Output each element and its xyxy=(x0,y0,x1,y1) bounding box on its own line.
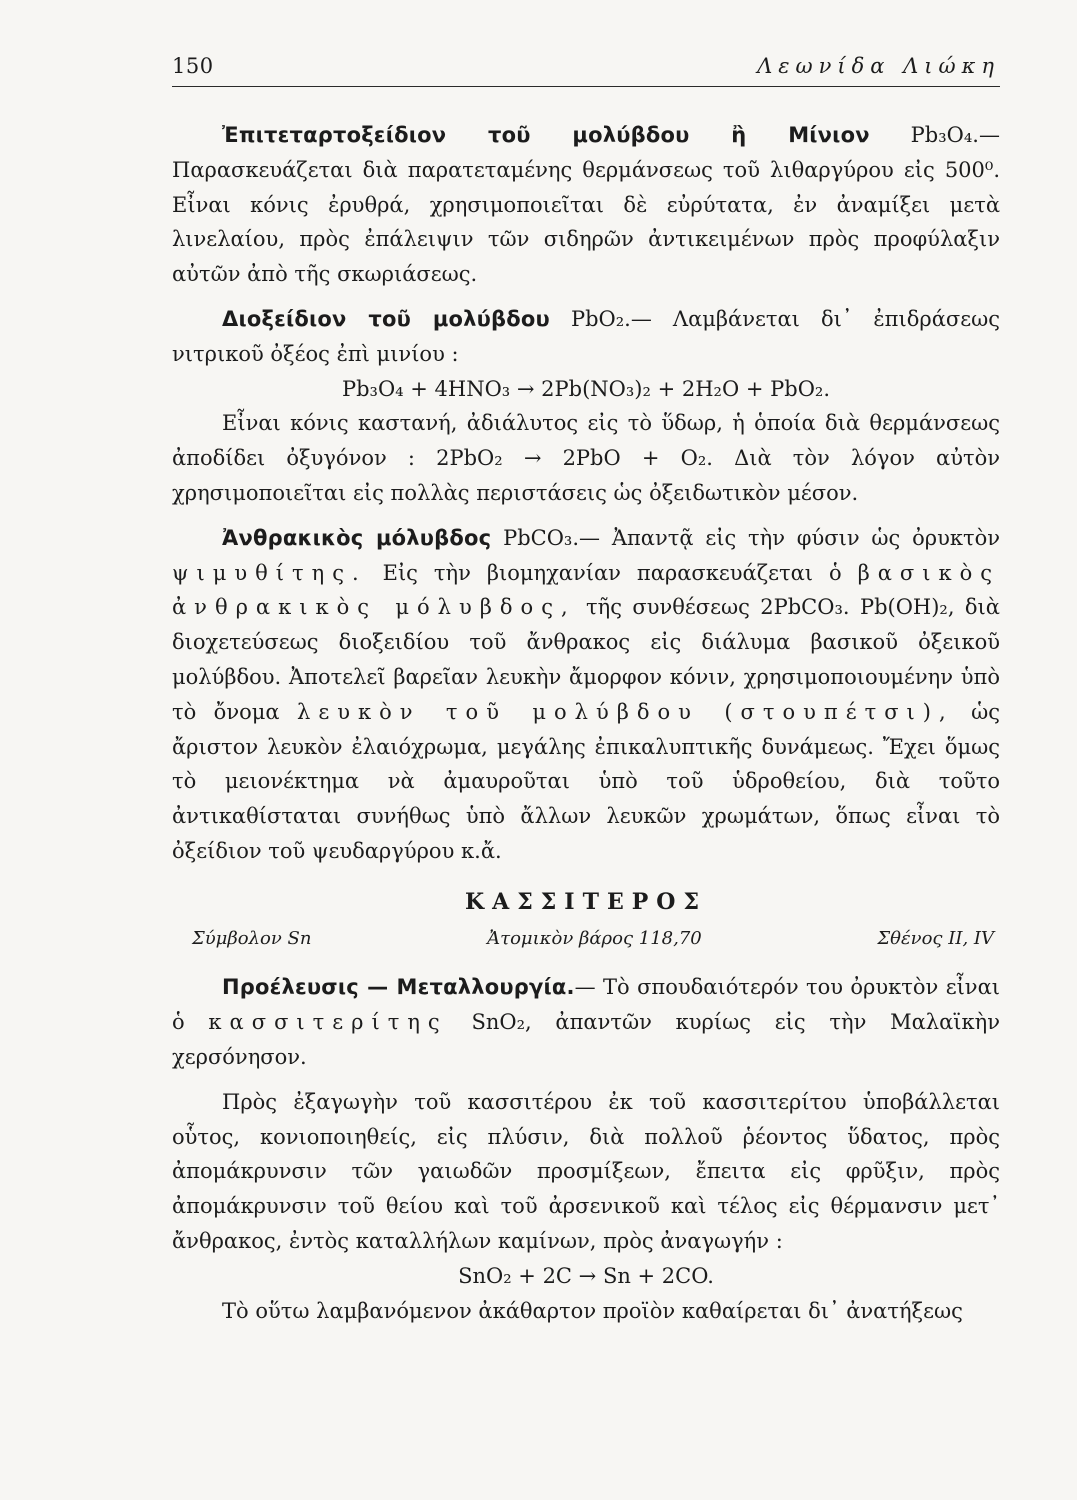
extraction-paragraph: Πρὸς ἐξαγωγὴν τοῦ κασσιτέρου ἐκ τοῦ κασσιτερίτου ὑποβάλλεται οὗτος, κονιοποιηθείς, εἰς πλύσιν, διὰ πολλοῦ ῥέοντος ὕδατος, πρὸς ἀπομάκρυνσιν τῶν γαιωδῶν προσμίξεων, ἔπειτα εἰς φρῦξιν, πρὸς ἀπομάκρυνσιν τοῦ θείου καὶ τοῦ ἀρσενικοῦ καὶ τέλος εἰς θέρμανσιν μετ᾽ ἄνθρακος, ἐντὸς καταλλήλων καμίνων, πρὸς ἀναγωγήν : xyxy=(172,1089,1000,1253)
page-body xyxy=(172,118,1000,1328)
tin-properties-line xyxy=(172,922,1000,957)
origin-text-1: — Τὸ σπουδαιότερόν του ὀρυκτὸν εἶναι ὁ xyxy=(172,975,1000,1035)
carbonate-text-2: Εἰς τὴν βιομηχανίαν παρασκευάζεται ὁ xyxy=(382,560,842,585)
carbonate-title: Ἀνθρακικὸς μόλυβδος xyxy=(222,525,492,550)
dioxide-properties: Εἶναι κόνις καστανή, ἀδιάλυτος εἰς τὸ ὕδωρ, ἡ ὁποία διὰ θερμάνσεως ἀποδίδει ὀξυγόνον : 2PbO₂ → 2PbO + O₂. Διὰ τὸν λόγον αὐτὸν χρησιμοποιεῖται εἰς πολλὰς περιστάσεις ὡς ὀξειδωτικὸν μέσον. xyxy=(172,411,1000,505)
dioxide-paragraph xyxy=(172,302,1000,372)
carbonate-text-3: τῆς συνθέσεως 2PbCO₃. Pb(OH)₂, διὰ διοχετεύσεως διοξειδίου τοῦ ἄνθρακος εἰς διάλυμα βασικοῦ ὀξεικοῦ μολύβδου. Ἀποτελεῖ βαρεῖαν λευκὴν ἄμορφον κόνιν, χρησιμοποιουμένην ὑπὸ τὸ ὄνομα xyxy=(172,595,1000,724)
minium-formula: Pb₃O₄. xyxy=(910,123,979,147)
minium-paragraph xyxy=(172,118,1000,292)
dioxide-text: — Λαμβάνεται δι᾽ ἐπιδράσεως νιτρικοῦ ὀξέος ἐπὶ μινίου : xyxy=(172,306,1000,366)
page-number: 150 xyxy=(172,54,214,78)
origin-title: Προέλευσις — Μεταλλουργία. xyxy=(222,975,575,1000)
tin-valence: Σθένος II, IV xyxy=(877,927,994,949)
header-rule xyxy=(172,86,1000,87)
origin-text-2: SnO₂, ἀπαντῶν κυρίως εἰς τὴν Μαλαϊκὴν χερσόνησον. xyxy=(172,1010,1000,1069)
minium-text: — Παρασκευάζεται διὰ παρατεταμένης θερμάνσεως τοῦ λιθαργύρου εἰς 500⁰. Εἶναι κόνις ἐρυθρά, χρησιμοποιεῖται δὲ εὐρύτατα, ἐν ἀναμίξει μετὰ λινελαίου, πρὸς ἐπάλειψιν τῶν σιδηρῶν ἀντικειμένων πρὸς προφύλαξιν αὐτῶν ἀπὸ τῆς σκωριάσεως. xyxy=(172,123,1000,287)
origin-paragraph xyxy=(172,970,1000,1074)
carbonate-text-4: ὡς ἄριστον λευκὸν ἐλαιόχρωμα, μεγάλης ἐπικαλυπτικῆς δυνάμεως. Ἔχει ὅμως τὸ μειονέκτημα νὰ ἀμαυροῦται ὑπὸ τοῦ ὑδροθείου, διὰ τοῦτο ἀντικαθίσταται συνήθως ὑπὸ ἄλλων λευκῶν χρωμάτων, ὅπως εἶναι τὸ ὀξείδιον τοῦ ψευδαργύρου κ.ἄ. xyxy=(172,699,1000,863)
running-title: Λεωνίδα Λιώκη xyxy=(757,54,1000,78)
basic-carbonate-spaced: βασικὸς ἀνθρακικὸς μόλυβδος, xyxy=(172,560,1000,620)
cassiterite-spaced: κασσιτερίτης xyxy=(208,1010,448,1035)
carbonate-formula: PbCO₃. xyxy=(503,525,580,550)
tin-equation: SnO₂ + 2C → Sn + 2CO. xyxy=(458,1263,714,1288)
page-header xyxy=(172,52,1000,84)
carbonate-text-1: — Ἀπαντᾷ εἰς τὴν φύσιν ὡς ὀρυκτὸν xyxy=(579,525,1000,550)
mineral-name-spaced: ψιμυθίτης. xyxy=(172,560,367,585)
white-lead-spaced: λευκὸν τοῦ μολύβδου (στουπέτσι), xyxy=(297,699,954,724)
tin-atomic-weight: Ἀτομικὸν βάρος 118,70 xyxy=(487,927,702,949)
carbonate-paragraph xyxy=(172,521,1000,869)
tin-heading: ΚΑΣΣΙΤΕΡΟΣ xyxy=(465,888,707,915)
tin-symbol: Σύμβολον Sn xyxy=(192,927,312,949)
dioxide-formula: PbO₂. xyxy=(570,306,631,331)
purification-paragraph: Τὸ οὕτω λαμβανόμενον ἀκάθαρτον προϊὸν καθαίρεται δι᾽ ἀνατήξεως xyxy=(222,1298,963,1323)
dioxide-equation: Pb₃O₄ + 4HNO₃ → 2Pb(NO₃)₂ + 2H₂O + PbO₂. xyxy=(341,376,831,401)
minium-title: Ἐπιτεταρτοξείδιον τοῦ μολύβδου ἢ Μίνιον xyxy=(222,123,870,147)
dioxide-title: Διοξείδιον τοῦ μολύβδου xyxy=(222,306,550,331)
